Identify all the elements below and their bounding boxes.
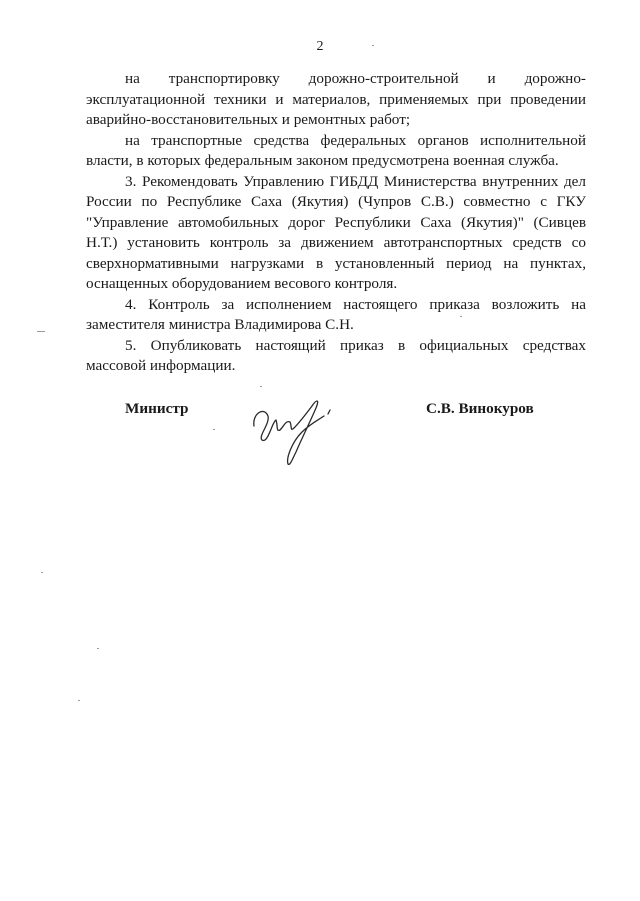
scan-speck	[372, 45, 374, 46]
document-body	[86, 69, 586, 377]
handwritten-signature	[250, 392, 340, 472]
paragraph-1-first-line	[86, 69, 586, 90]
scan-speck	[78, 700, 80, 701]
word: дорожно-строительной	[308, 70, 459, 87]
paragraph-1-continuation: эксплуатационной техники и материалов, применяемых при проведении аварийно-восстановительных и ремонтных работ;	[86, 90, 586, 128]
paragraph-5: 5. Опубликовать настоящий приказ в официальных средствах массовой информации.	[86, 336, 586, 374]
paragraph-2: на транспортные средства федеральных органов исполнительной власти, в которых федеральным законом предусмотрена военная служба.	[86, 131, 586, 169]
signatory-name: С.В. Винокуров	[426, 400, 534, 417]
scan-speck	[213, 429, 215, 430]
signatory-title: Министр	[125, 400, 189, 417]
word: транспортировку	[168, 70, 280, 87]
page-number: 2	[316, 39, 324, 54]
scan-speck	[37, 331, 45, 332]
scan-speck	[97, 648, 99, 649]
scan-speck	[41, 572, 43, 573]
word: на	[125, 70, 140, 87]
paragraph-3: 3. Рекомендовать Управлению ГИБДД Министерства внутренних дел России по Республике Саха (Якутия) (Чупров С.В.) совместно с ГКУ "Управление автомобильных дорог Республики Саха (Якутия)" (Сивцев Н.Т.) установить контроль за движением автотранспортных средств со сверхнормативными нагрузками в установленный период на пунктах, оснащенных оборудованием весового контроля.	[86, 172, 586, 292]
word: дорожно-	[524, 70, 586, 87]
scan-speck	[460, 316, 462, 317]
scan-speck	[260, 386, 262, 387]
paragraph-4: 4. Контроль за исполнением настоящего приказа возложить на заместителя министра Владимирова С.Н.	[86, 295, 586, 333]
word: и	[487, 70, 496, 87]
